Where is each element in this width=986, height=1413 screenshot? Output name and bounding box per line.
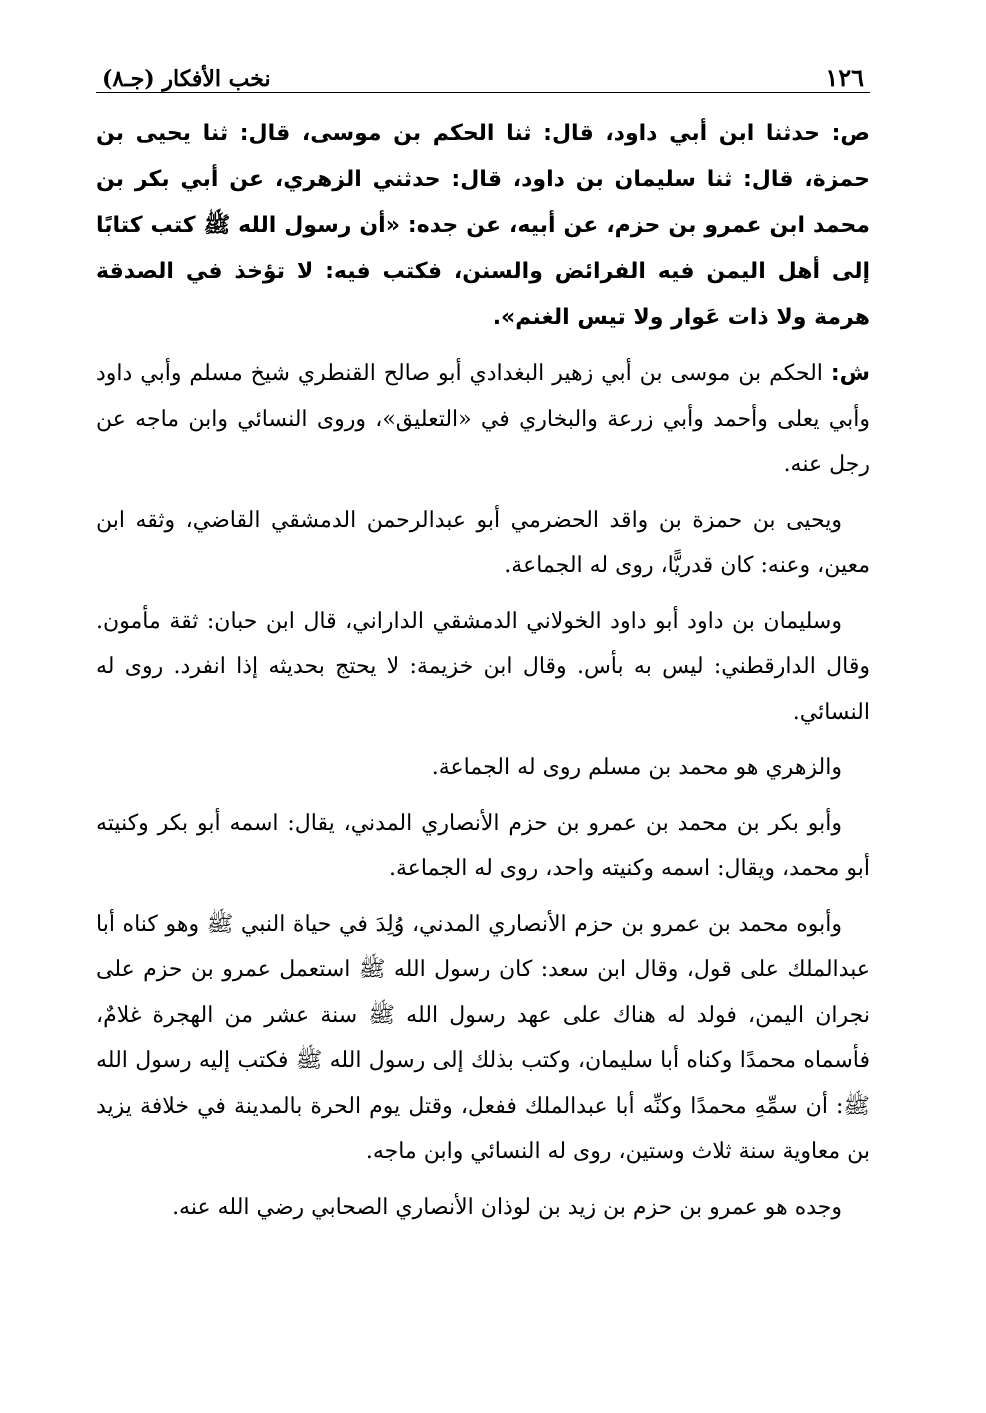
commentary-body: الحكم بن موسى بن أبي زهير البغدادي أبو صالح القنطري شيخ مسلم وأبي داود وأبي يعلى وأحمد وأبي زرعة والبخاري في «التعليق»، وروى النسائي وابن ماجه عن رجل عنه. (96, 361, 870, 477)
commentary-paragraph (96, 351, 870, 488)
shin-marker: ش: (830, 361, 870, 386)
narrator-paragraph-yahya: ويحيى بن حمزة بن واقد الحضرمي أبو عبدالرحمن الدمشقي القاضي، وثقه ابن معين، وعنه: كان قدريًّا، روى له الجماعة. (96, 507, 870, 578)
narrator-paragraph-sulayman: وسليمان بن داود أبو داود الخولاني الدمشقي الداراني، قال ابن حبان: ثقة مأمون. وقال الدارقطني: ليس به بأس. وقال ابن خزيمة: لا يحتج بحديثه إذا انفرد. روى له النسائي. (96, 608, 870, 725)
sad-marker: ص: (831, 121, 870, 146)
hadith-body: حدثنا ابن أبي داود، قال: ثنا الحكم بن موسى، قال: ثنا يحيى بن حمزة، قال: ثنا سليمان بن داود، قال: حدثني الزهري، عن أبي بكر بن محمد ابن عمرو بن حزم، عن أبيه، عن جده: «أن رسول الله ﷺ كتب كتابًا إلى أهل اليمن فيه الفرائض والسنن، فكتب فيه: لا تؤخذ في الصدقة هرمة ولا ذات عَوار ولا تيس الغنم». (96, 121, 870, 330)
page-number: ١٢٦ (825, 63, 864, 92)
page-content (96, 111, 870, 1230)
narrator-paragraph-abu-bakr: وأبو بكر بن محمد بن عمرو بن حزم الأنصاري المدني، يقال: اسمه أبو بكر وكنيته أبو محمد، ويقال: اسمه وكنيته واحد، روى له الجماعة. (96, 810, 870, 881)
hadith-text (96, 111, 870, 341)
narrator-paragraph-father: وأبوه محمد بن عمرو بن حزم الأنصاري المدني، وُلِدَ في حياة النبي ﷺ وهو كناه أبا عبدالملك على قول، وقال ابن سعد: كان رسول الله ﷺ استعمل عمرو بن حزم على نجران اليمن، فولد له هناك على عهد رسول الله ﷺ سنة عشر من الهجرة غلامٌ، فأسماه محمدًا وكناه أبا سليمان، وكتب بذلك إلى رسول الله ﷺ فكتب إليه رسول الله ﷺ: أن سمِّهِ محمدًا وكنِّه أبا عبدالملك ففعل، وقتل يوم الحرة بالمدينة في خلافة يزيد بن معاوية سنة ثلاث وستين، روى له النسائي وابن ماجه. (96, 911, 870, 1164)
book-page (96, 54, 870, 1240)
narrator-paragraph-grandfather: وجده هو عمرو بن حزم بن زيد بن لوذان الأنصاري الصحابي رضي الله عنه. (172, 1194, 842, 1220)
page-header (96, 54, 870, 93)
narrator-paragraph-zuhri: والزهري هو محمد بن مسلم روى له الجماعة. (431, 755, 842, 780)
book-title: نخب الأفكار (جـ٨) (102, 66, 271, 92)
